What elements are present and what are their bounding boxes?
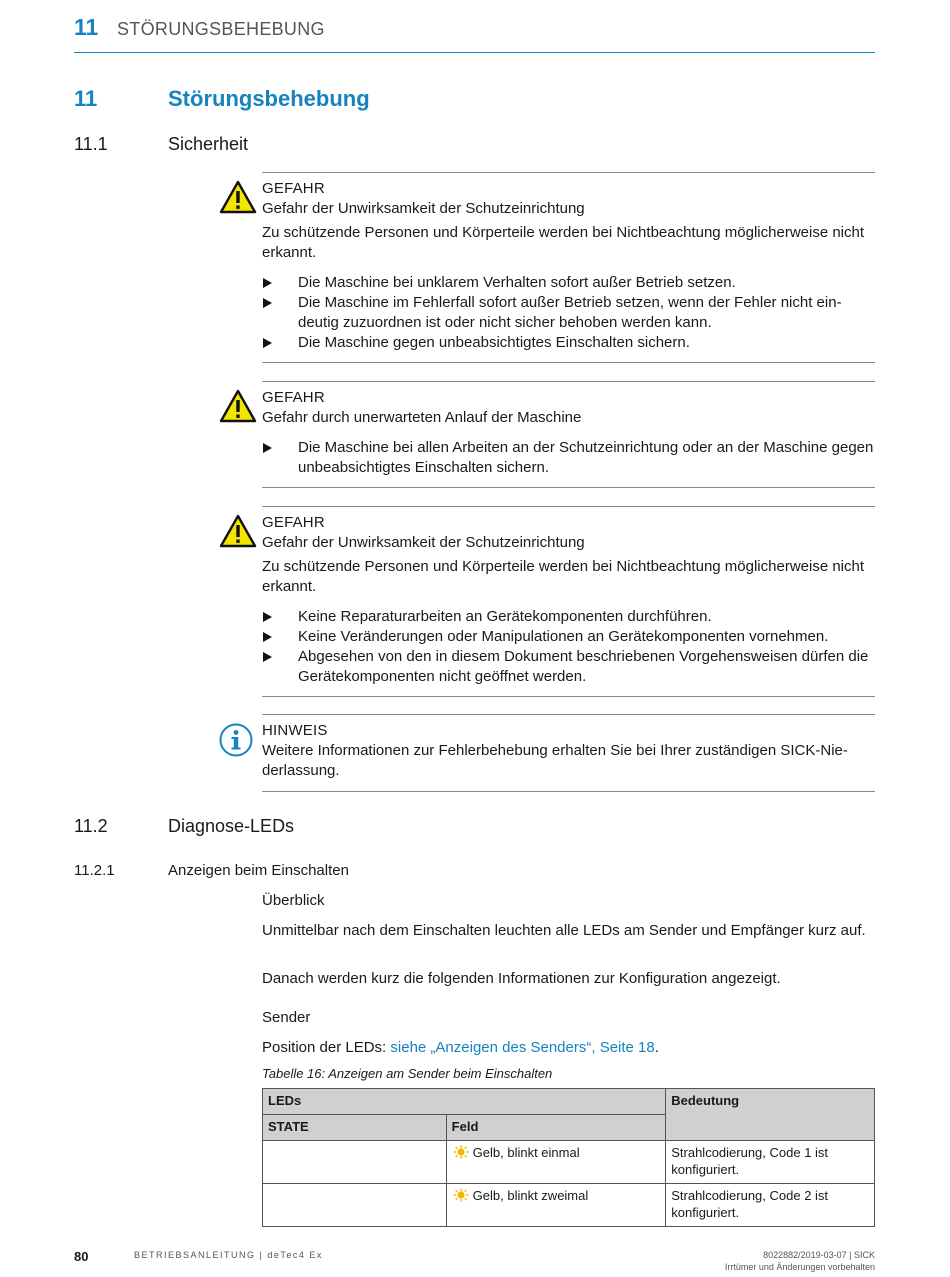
cell-meaning: Strahlcodierung, Code 1 ist konfiguriert. bbox=[666, 1141, 875, 1184]
warning-2-bottom-rule bbox=[262, 487, 875, 488]
led-yellow-sun-icon bbox=[452, 1145, 470, 1159]
list-item: Die Maschine im Fehlerfall sofort außer Betrieb setzen, wenn der Fehler nicht eindeutig zuzuordnen ist oder nicht sicher behoben werden kann. bbox=[262, 293, 875, 333]
warning-triangle-icon bbox=[219, 389, 257, 423]
list-item: Die Maschine gegen unbeabsichtigtes Einschalten sichern. bbox=[262, 333, 875, 353]
warning-2-top-rule bbox=[262, 381, 875, 382]
chapter-number: 11 bbox=[74, 86, 98, 111]
cell-field: Gelb, blinkt einmal bbox=[446, 1141, 666, 1184]
header-state: STATE bbox=[263, 1115, 447, 1141]
section-title-safety: Sicherheit bbox=[168, 134, 249, 154]
overview-paragraph-1: Unmittelbar nach dem Einschalten leuchten alle LEDs am Sender und Empfänger kurz auf. bbox=[262, 922, 866, 939]
warning-label: GEFAHR bbox=[262, 180, 325, 197]
warning-text: Zu schützende Personen und Körperteile werden bei Nichtbeachtung möglicherweise nicht erkannt. bbox=[262, 558, 865, 595]
list-item: Die Maschine bei allen Arbeiten an der Schutzeinrichtung oder an der Maschine gegen unbeabsichtigtes Einschalten sichern. bbox=[262, 438, 875, 478]
warning-box-1 bbox=[262, 179, 875, 353]
section-number-safety: 11.1 bbox=[74, 134, 108, 154]
header-leds: LEDs bbox=[263, 1089, 666, 1115]
warning-box-3 bbox=[262, 513, 875, 687]
footer-reference bbox=[725, 1249, 875, 1273]
list-item: Keine Veränderungen oder Manipulationen an Gerätekomponenten vornehmen. bbox=[262, 627, 875, 647]
warning-list bbox=[262, 273, 875, 353]
header-divider bbox=[74, 52, 875, 53]
cell-state bbox=[263, 1141, 447, 1184]
warning-subtitle: Gefahr der Unwirksamkeit der Schutzeinrichtung bbox=[262, 534, 585, 551]
chapter-title: Störungsbehebung bbox=[168, 86, 370, 111]
note-label: HINWEIS bbox=[262, 722, 328, 739]
table-caption: Tabelle 16: Anzeigen am Sender beim Einschalten bbox=[262, 1066, 553, 1081]
warning-1-bottom-rule bbox=[262, 362, 875, 363]
overview-paragraph-2: Danach werden kurz die folgenden Informationen zur Konfiguration angezeigt. bbox=[262, 970, 781, 987]
table-row bbox=[263, 1141, 875, 1184]
header-meaning: Bedeutung bbox=[666, 1089, 875, 1141]
warning-3-top-rule bbox=[262, 506, 875, 507]
note-box bbox=[262, 721, 875, 781]
cell-meaning: Strahlcodierung, Code 2 ist konfiguriert. bbox=[666, 1184, 875, 1227]
sender-title: Sender bbox=[262, 1009, 311, 1026]
led-table bbox=[262, 1088, 875, 1227]
list-item: Die Maschine bei unklarem Verhalten sofort außer Betrieb setzen. bbox=[262, 273, 875, 293]
subsection-number: 11.2.1 bbox=[74, 862, 115, 879]
warning-text: Zu schützende Personen und Körperteile werden bei Nichtbeachtung möglicherweise nicht erkannt. bbox=[262, 224, 865, 261]
warning-triangle-icon bbox=[219, 514, 257, 548]
bullet-arrow-icon bbox=[263, 338, 272, 348]
warning-subtitle: Gefahr durch unerwarteten Anlauf der Maschine bbox=[262, 409, 582, 426]
header-chapter-title: STÖRUNGSBEHEBUNG bbox=[117, 19, 325, 39]
warning-box-2 bbox=[262, 388, 875, 478]
subsection-title: Anzeigen beim Einschalten bbox=[168, 862, 349, 879]
bullet-arrow-icon bbox=[263, 298, 272, 308]
sender-position-text: Position der LEDs: siehe „Anzeigen des Senders“, Seite 18. bbox=[262, 1039, 659, 1056]
header-field: Feld bbox=[446, 1115, 666, 1141]
section-title-diagnose: Diagnose-LEDs bbox=[168, 816, 295, 836]
bullet-arrow-icon bbox=[263, 632, 272, 642]
note-bottom-rule bbox=[262, 791, 875, 792]
section-number-diagnose: 11.2 bbox=[74, 816, 108, 836]
warning-3-bottom-rule bbox=[262, 696, 875, 697]
table-row bbox=[263, 1184, 875, 1227]
footer-page-number: 80 bbox=[74, 1249, 89, 1264]
warning-triangle-icon bbox=[219, 180, 257, 214]
bullet-arrow-icon bbox=[263, 612, 272, 622]
note-top-rule bbox=[262, 714, 875, 715]
footer-doc-ref: 8022882/2019-03-07 | SICK bbox=[763, 1250, 875, 1260]
bullet-arrow-icon bbox=[263, 652, 272, 662]
warning-label: GEFAHR bbox=[262, 389, 325, 406]
bullet-arrow-icon bbox=[263, 443, 272, 453]
footer-document-title: BETRIEBSANLEITUNG | deTec4 Ex bbox=[134, 1250, 323, 1260]
warning-1-top-rule bbox=[262, 172, 875, 173]
table-header-row bbox=[263, 1089, 875, 1115]
list-item: Abgesehen von den in diesem Dokument beschriebenen Vorgehensweisen dürfen die Gerätekomponenten nicht geöffnet werden. bbox=[262, 647, 875, 687]
info-circle-icon bbox=[218, 722, 254, 758]
warning-label: GEFAHR bbox=[262, 514, 325, 531]
footer-disclaimer: Irrtümer und Änderungen vorbehalten bbox=[724, 1262, 875, 1272]
list-item: Keine Reparaturarbeiten an Gerätekomponenten durchführen. bbox=[262, 607, 875, 627]
overview-title: Überblick bbox=[262, 892, 325, 909]
warning-list bbox=[262, 438, 875, 478]
cell-state bbox=[263, 1184, 447, 1227]
cell-field: Gelb, blinkt zweimal bbox=[446, 1184, 666, 1227]
warning-subtitle: Gefahr der Unwirksamkeit der Schutzeinrichtung bbox=[262, 200, 585, 217]
note-text: Weitere Informationen zur Fehlerbehebung erhalten Sie bei Ihrer zuständigen SICK-Niederlassung. bbox=[262, 742, 848, 779]
led-yellow-sun-icon bbox=[452, 1188, 470, 1202]
header-chapter-number: 11 bbox=[74, 14, 99, 40]
warning-list bbox=[262, 607, 875, 687]
sender-position-link[interactable]: siehe „Anzeigen des Senders“, Seite 18 bbox=[390, 1039, 655, 1056]
bullet-arrow-icon bbox=[263, 278, 272, 288]
